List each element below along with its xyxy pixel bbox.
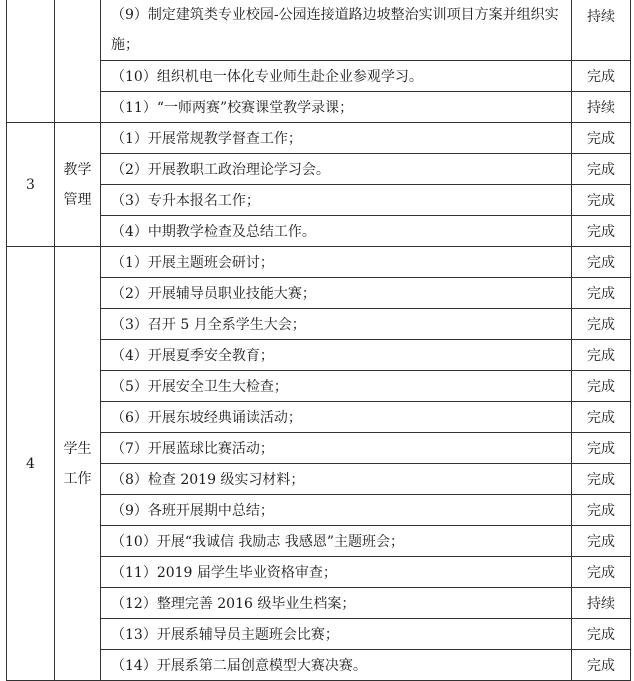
table-row (7, 92, 631, 123)
category-line: 学生 (63, 440, 92, 457)
table-row (7, 0, 631, 61)
table-row (7, 340, 631, 371)
task-item: （11）“一师两赛”校赛课堂教学录课； (101, 92, 572, 123)
task-status: 完成 (572, 185, 631, 216)
task-item: （5）开展安全卫生大检查； (101, 371, 572, 402)
section-category (55, 247, 101, 681)
section-category (55, 123, 101, 247)
task-status: 完成 (572, 154, 631, 185)
table-row (7, 61, 631, 92)
table-row (7, 247, 631, 278)
task-item: （9）制定建筑类专业校园-公园连接道路边坡整治实训项目方案并组织实施； (101, 0, 572, 61)
task-item: （2）开展教职工政治理论学习会。 (101, 154, 572, 185)
section-category (55, 0, 101, 123)
table-row (7, 371, 631, 402)
task-item: （10）开展“我诚信 我励志 我感恩”主题班会； (101, 526, 572, 557)
task-item: （7）开展蓝球比赛活动； (101, 433, 572, 464)
table-row (7, 619, 631, 650)
task-item: （11）2019 届学生毕业资格审查； (101, 557, 572, 588)
task-status: 完成 (572, 557, 631, 588)
category-line: 管理 (63, 191, 92, 208)
category-line: 工作 (63, 470, 92, 487)
task-item: （14）开展系第二届创意模型大赛决赛。 (101, 650, 572, 681)
task-status: 完成 (572, 309, 631, 340)
table-row (7, 433, 631, 464)
task-item: （1）开展常规教学督查工作； (101, 123, 572, 154)
task-status: 完成 (572, 526, 631, 557)
category-line: 教学 (63, 161, 92, 178)
section-number: 4 (7, 247, 55, 681)
task-item: （1）开展主题班会研讨； (101, 247, 572, 278)
table-row (7, 495, 631, 526)
task-status: 持续 (572, 0, 631, 61)
table-row (7, 526, 631, 557)
task-status: 完成 (572, 464, 631, 495)
task-item: （13）开展系辅导员主题班会比赛； (101, 619, 572, 650)
task-status: 完成 (572, 61, 631, 92)
task-item: （3）专升本报名工作； (101, 185, 572, 216)
table-row (7, 123, 631, 154)
task-status: 完成 (572, 216, 631, 247)
section-number: 3 (7, 123, 55, 247)
task-item: （2）开展辅导员职业技能大赛； (101, 278, 572, 309)
task-status: 完成 (572, 402, 631, 433)
task-status: 完成 (572, 495, 631, 526)
task-item: （3）召开 5 月全系学生大会； (101, 309, 572, 340)
task-item: （9）各班开展期中总结； (101, 495, 572, 526)
task-item: （10）组织机电一体化专业师生赴企业参观学习。 (101, 61, 572, 92)
task-status: 完成 (572, 650, 631, 681)
task-status: 完成 (572, 123, 631, 154)
task-item: （6）开展东坡经典诵读活动； (101, 402, 572, 433)
table-row (7, 216, 631, 247)
task-item: （4）中期教学检查及总结工作。 (101, 216, 572, 247)
table-row (7, 402, 631, 433)
task-status: 完成 (572, 371, 631, 402)
task-item: （12）整理完善 2016 级毕业生档案； (101, 588, 572, 619)
task-status: 完成 (572, 433, 631, 464)
work-table (6, 0, 631, 681)
table-row (7, 557, 631, 588)
task-status: 持续 (572, 588, 631, 619)
task-item: （8）检查 2019 级实习材料； (101, 464, 572, 495)
task-status: 完成 (572, 340, 631, 371)
task-status: 完成 (572, 619, 631, 650)
table-row (7, 309, 631, 340)
task-status: 持续 (572, 92, 631, 123)
section-number (7, 0, 55, 123)
task-status: 完成 (572, 278, 631, 309)
table-row (7, 650, 631, 681)
task-item: （4）开展夏季安全教育； (101, 340, 572, 371)
table-row (7, 185, 631, 216)
table-row (7, 154, 631, 185)
table-row (7, 464, 631, 495)
table-row (7, 278, 631, 309)
task-status: 完成 (572, 247, 631, 278)
table-row (7, 588, 631, 619)
